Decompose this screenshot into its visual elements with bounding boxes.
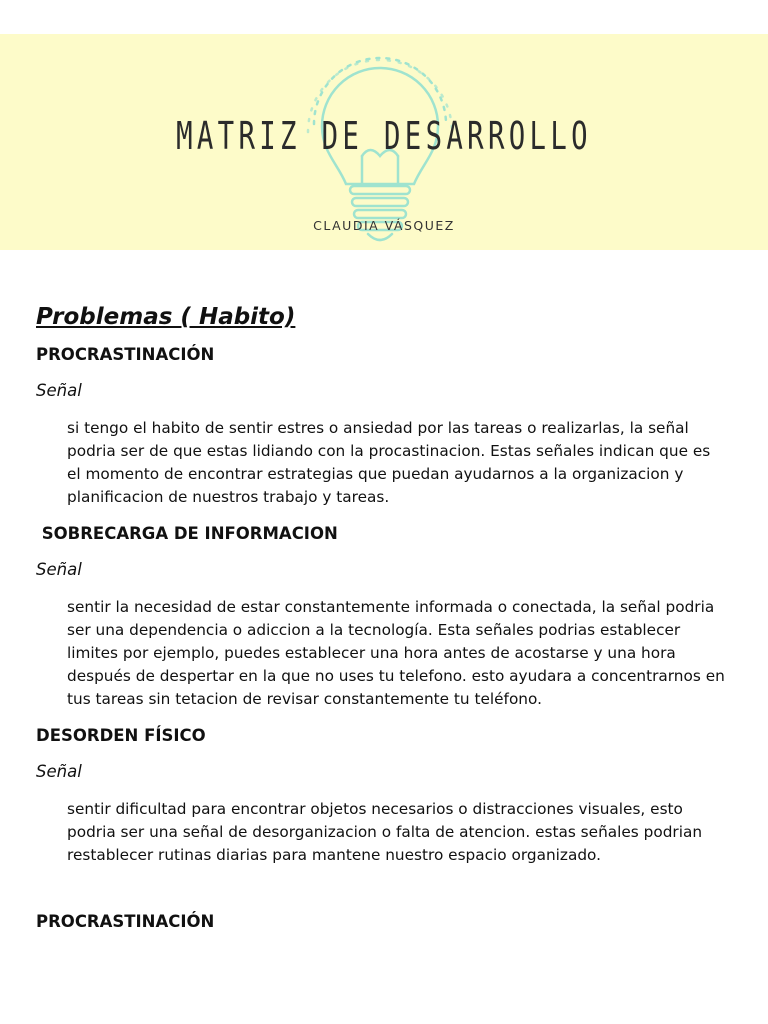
problem-item — [36, 523, 736, 711]
header-banner — [0, 34, 768, 250]
problem-title: PROCRASTINACIÓN — [36, 345, 215, 364]
spacer — [36, 881, 736, 911]
signal-text: si tengo el habito de sentir estres o ansiedad por las tareas o realizarlas, la señal podria ser de que estas lidiando con la procastinacion. Estas señales indican que es el momento de encontrar estrategias que puedan ayudarnos a la organizacion y planificacion de nuestros trabajo y tareas. — [67, 419, 711, 506]
problem-title: SOBRECARGA DE INFORMACION — [36, 524, 338, 543]
signal-text: sentir la necesidad de estar constantemente informada o conectada, la señal podria ser una dependencia o adiccion a la tecnología. Esta señales podrias establecer limites por ejemplo, puedes establecer una hora antes de acostarse y una hora después de despertar en la que no uses tu telefono. esto ayudara a concentrarnos en tus tareas sin tetacion de revisar constantemente tu teléfono. — [67, 598, 725, 708]
signal-label: Señal — [36, 560, 82, 579]
document-body — [36, 302, 736, 947]
signal-text: sentir dificultad para encontrar objetos necesarios o distracciones visuales, esto podria ser una señal de desorganizacion o falta de atencion. estas señales podrian restablecer rutinas diarias para mantene nuestro espacio organizado. — [67, 800, 703, 864]
problem-item — [36, 344, 736, 509]
problem-item — [36, 725, 736, 867]
author-name: CLAUDIA VÁSQUEZ — [313, 218, 455, 233]
signal-label: Señal — [36, 381, 82, 400]
problem-title: DESORDEN FÍSICO — [36, 726, 206, 745]
problem-title: PROCRASTINACIÓN — [36, 912, 215, 931]
document-title: MATRIZ DE DESARROLLO — [176, 114, 592, 158]
section-heading: Problemas ( Habito) — [36, 304, 296, 330]
signal-label: Señal — [36, 762, 82, 781]
